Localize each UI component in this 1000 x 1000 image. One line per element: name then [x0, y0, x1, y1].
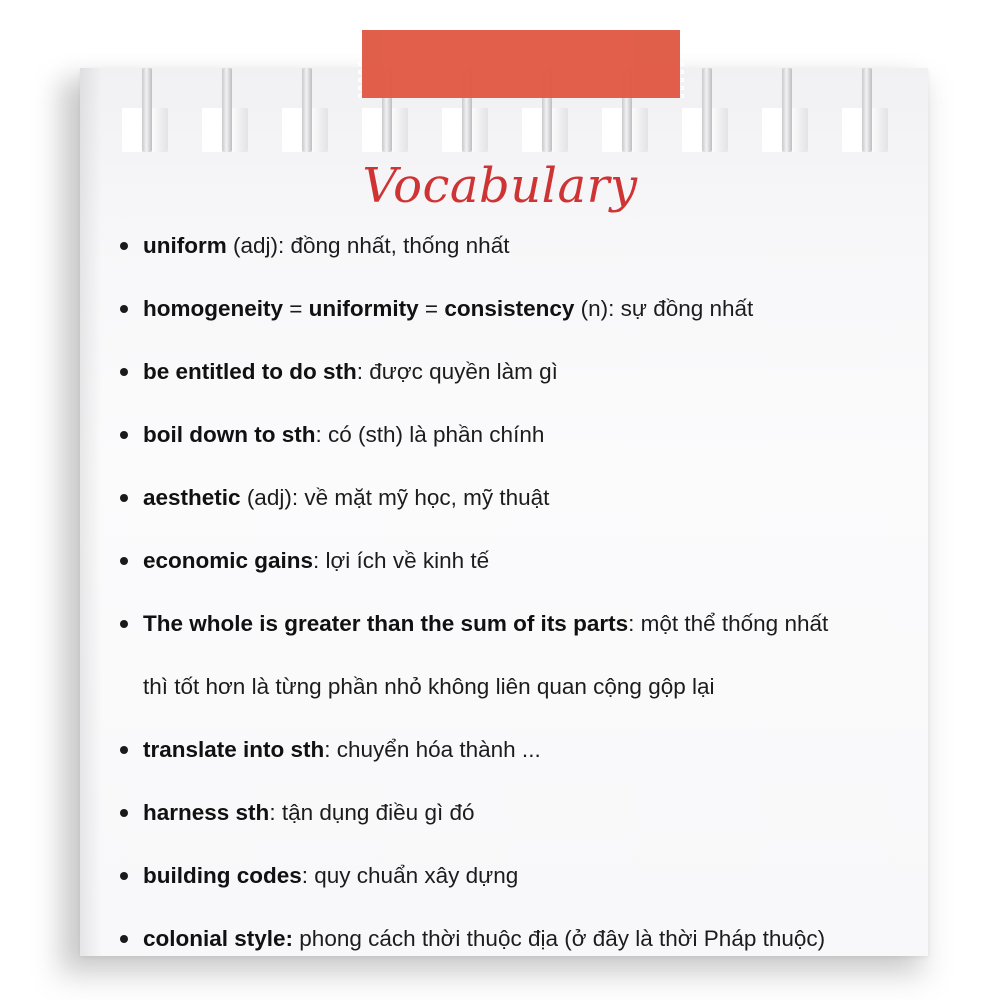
equals-sign: = [283, 296, 309, 321]
vocab-definition: : chuyển hóa thành ... [324, 737, 541, 762]
bullet-icon [120, 557, 128, 565]
vocab-term: be entitled to do sth [143, 359, 357, 384]
vocab-term: economic gains [143, 548, 314, 573]
bullet-icon [120, 620, 128, 628]
list-item [118, 214, 918, 277]
bullet-icon [120, 935, 128, 943]
binding-ring [782, 68, 792, 152]
vocab-definition-continued: thì tốt hơn là từng phần nhỏ không liên quan cộng gộp lại [143, 674, 715, 699]
vocab-definition: : lợi ích về kinh tế [313, 548, 490, 573]
list-item [118, 844, 918, 907]
vocab-term: uniform [143, 233, 227, 258]
list-item [118, 592, 918, 718]
list-item [118, 781, 918, 844]
equals-sign: = [418, 296, 445, 321]
list-item [118, 718, 918, 781]
vocab-term: translate into sth [143, 737, 325, 762]
vocab-term: building codes [143, 863, 302, 888]
vocab-definition: (adj): về mặt mỹ học, mỹ thuật [240, 485, 550, 510]
vocab-term: homogeneity [143, 296, 284, 321]
binding-ring [702, 68, 712, 152]
bullet-icon [120, 746, 128, 754]
vocab-definition: : một thể thống nhất [628, 611, 829, 636]
vocab-term: colonial style: [143, 926, 294, 951]
binding-ring [142, 68, 152, 152]
bullet-icon [120, 872, 128, 880]
binding-ring [302, 68, 312, 152]
vocab-definition: (n): sự đồng nhất [574, 296, 754, 321]
list-item [118, 403, 918, 466]
vocab-term: aesthetic [143, 485, 241, 510]
list-item [118, 907, 918, 970]
vocab-definition: phong cách thời thuộc địa (ở đây là thời Pháp thuộc) [293, 926, 826, 951]
bullet-icon [120, 431, 128, 439]
vocab-definition: : có (sth) là phần chính [315, 422, 545, 447]
vocab-term: harness sth [143, 800, 270, 825]
vocab-definition: (adj): đồng nhất, thống nhất [226, 233, 510, 258]
bullet-icon [120, 368, 128, 376]
vocab-term: uniformity [308, 296, 419, 321]
vocabulary-list [118, 214, 918, 970]
list-item [118, 340, 918, 403]
bullet-icon [120, 809, 128, 817]
vocab-definition: : quy chuẩn xây dựng [301, 863, 519, 888]
vocab-term: boil down to sth [143, 422, 316, 447]
list-item [118, 466, 918, 529]
page-title: Vocabulary [362, 158, 638, 214]
binding-ring [862, 68, 872, 152]
tape-strip [362, 30, 680, 98]
vocab-definition: : được quyền làm gì [356, 359, 558, 384]
list-item [118, 277, 918, 340]
bullet-icon [120, 494, 128, 502]
vocab-term: consistency [444, 296, 575, 321]
binding-ring [222, 68, 232, 152]
bullet-icon [120, 242, 128, 250]
vocab-term: The whole is greater than the sum of its parts [143, 611, 629, 636]
list-item [118, 529, 918, 592]
vocab-definition: : tận dụng điều gì đó [269, 800, 475, 825]
bullet-icon [120, 305, 128, 313]
